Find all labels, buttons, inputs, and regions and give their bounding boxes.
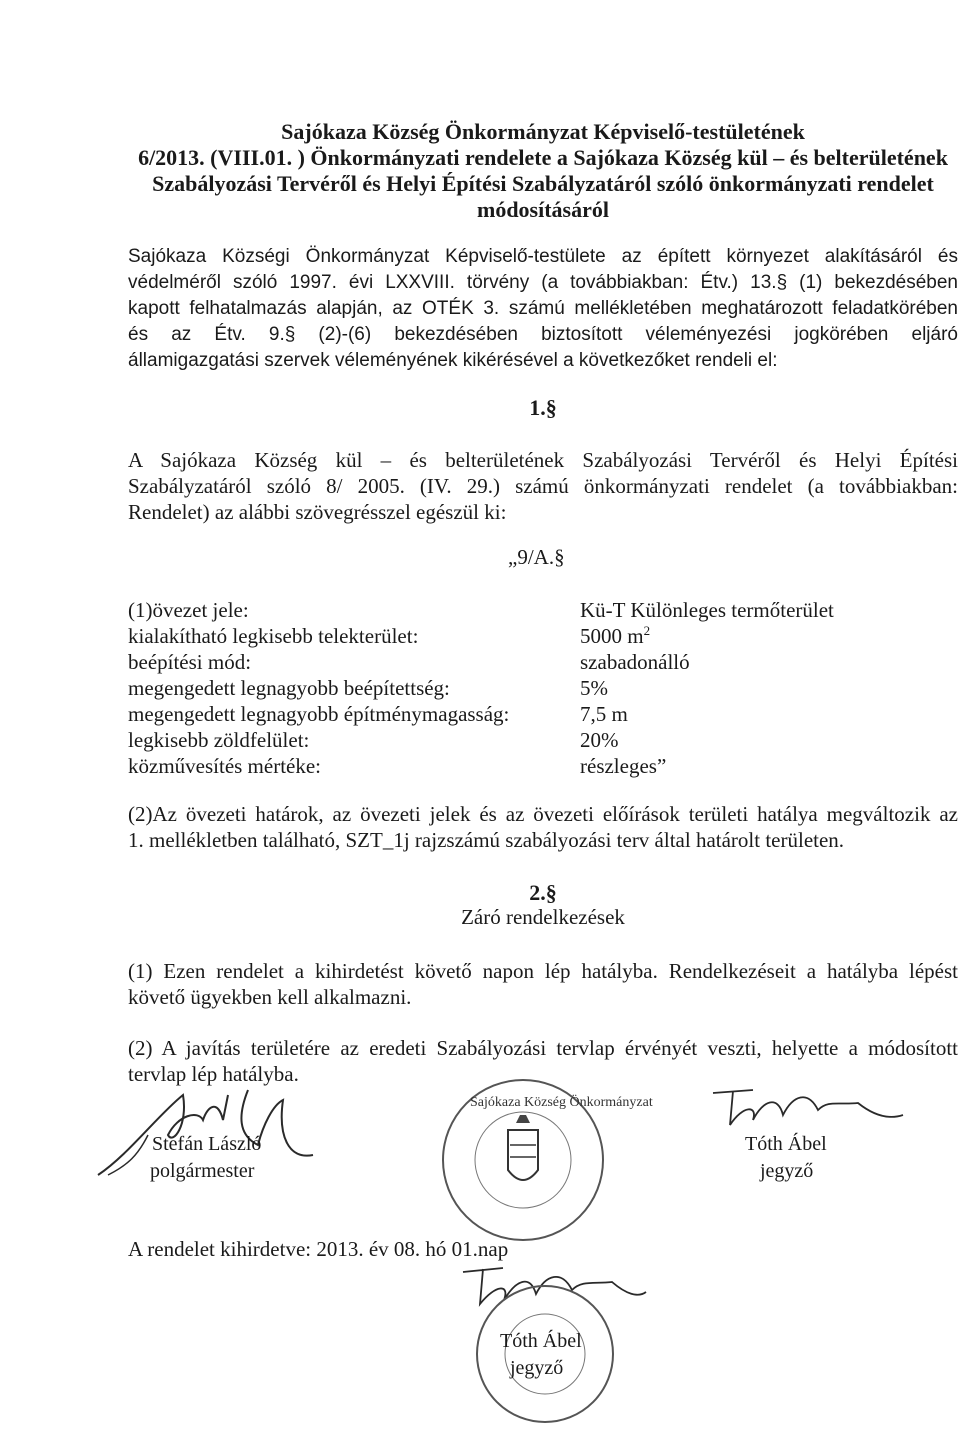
paragraph-line: tervlap lép hatályba. bbox=[128, 1062, 299, 1086]
paragraph-line: (2)Az övezeti határok, az övezeti jelek és az övezeti előírások területi hatálya megváltozik az bbox=[128, 802, 958, 826]
zone-value: Kü-T Különleges termőterület bbox=[580, 598, 834, 622]
zone-key: kialakítható legkisebb telekterület: bbox=[128, 624, 419, 648]
preamble-line: Sajókaza Községi Önkormányzat Képviselő-testülete az épített környezet alakításáról és bbox=[128, 246, 958, 267]
zone-key: legkisebb zöldfelület: bbox=[128, 728, 310, 752]
preamble-line: és az Étv. 9.§ (2)-(6) bekezdésében biztosított véleményezési jogkörében eljáró bbox=[128, 324, 958, 345]
mayor-title: polgármester bbox=[150, 1160, 255, 1182]
preamble-line: kapott felhatalmazás alapján, az OTÉK 3. számú mellékletében meghatározott feladatkörében bbox=[128, 298, 958, 319]
header-line-3: Szabályozási Tervéről és Helyi Építési Szabályzatáról szóló önkormányzati rendelet bbox=[152, 171, 934, 196]
zone-table bbox=[128, 598, 958, 776]
zone-key: közművesítés mértéke: bbox=[128, 754, 322, 778]
stamp-legend: Sajókaza Község Önkormányzat bbox=[470, 1095, 653, 1110]
table-row bbox=[128, 728, 958, 750]
zone-value: 5000 m bbox=[580, 624, 644, 648]
header-line-1: Sajókaza Község Önkormányzat Képviselő-testületének bbox=[281, 119, 805, 144]
section-2-para-1 bbox=[128, 958, 958, 1010]
paragraph-2 bbox=[128, 801, 958, 853]
superscript: 2 bbox=[643, 623, 651, 638]
zone-key: (1)övezet jele: bbox=[128, 598, 249, 622]
table-row bbox=[128, 598, 958, 620]
paragraph-line: követő ügyekben kell alkalmazni. bbox=[128, 985, 412, 1009]
zone-value: szabadonálló bbox=[580, 650, 690, 674]
table-row bbox=[128, 650, 958, 672]
table-row bbox=[128, 624, 958, 646]
section-1-line: A Sajókaza Község kül – és belterületének Szabályozási Tervéről és Helyi Építési bbox=[128, 448, 958, 472]
table-row bbox=[128, 754, 958, 776]
notary-signature-scribble bbox=[708, 1085, 908, 1140]
zone-value: részleges” bbox=[580, 754, 667, 778]
mayor-name: Stefán László bbox=[152, 1133, 262, 1155]
paragraph-line: 1. mellékletben található, SZT_1j rajzszámú szabályozási terv által határolt területen. bbox=[128, 828, 845, 852]
promulgation-text: A rendelet kihirdetve: 2013. év 08. hó 01.nap bbox=[128, 1237, 509, 1261]
zone-value: 20% bbox=[580, 728, 619, 752]
section-1-mark: 1.§ bbox=[529, 395, 557, 420]
paragraph-line: (2) A javítás területére az eredeti Szabályozási tervlap érvényét veszti, helyette a módosított bbox=[128, 1036, 958, 1060]
notary-name: Tóth Ábel bbox=[745, 1133, 827, 1155]
table-row bbox=[128, 676, 958, 698]
paragraph-line: (1) Ezen rendelet a kihirdetést követő napon lép hatályba. Rendelkezéseit a hatályba lépést bbox=[128, 959, 958, 983]
subsection-9a-mark: „9/A.§ bbox=[508, 545, 565, 569]
preamble-line: védelméről szóló 1997. évi LXXVIII. törvény (a továbbiakban: Étv.) 13.§ (1) bekezdésében bbox=[128, 272, 958, 293]
table-row bbox=[128, 702, 958, 724]
zone-key: megengedett legnagyobb építménymagasság: bbox=[128, 702, 510, 726]
preamble-line: államigazgatási szervek véleményének kikérésével a következőket rendeli el: bbox=[128, 350, 778, 371]
zone-value: 5% bbox=[580, 676, 608, 700]
section-2-heading: Záró rendelkezések bbox=[461, 905, 625, 929]
preamble bbox=[128, 244, 958, 374]
promulgation-stamp bbox=[470, 1282, 620, 1427]
promulgation-notary-title: jegyző bbox=[510, 1357, 564, 1379]
header-line-4: módosításáról bbox=[477, 197, 609, 222]
zone-key: beépítési mód: bbox=[128, 650, 252, 674]
section-1-line: Rendelet) az alábbi szövegrésszel egészül ki: bbox=[128, 500, 507, 524]
section-1-line: Szabályzatáról szóló 8/ 2005. (IV. 29.) számú önkormányzati rendelet (a továbbiakban: bbox=[128, 474, 958, 498]
zone-value-with-unit bbox=[580, 624, 650, 649]
header-line-2: 6/2013. (VIII.01. ) Önkormányzati rendelete a Sajókaza Község kül – és belterületének bbox=[138, 145, 948, 170]
zone-value: 7,5 m bbox=[580, 702, 628, 726]
section-1-text bbox=[128, 447, 958, 525]
notary-title: jegyző bbox=[760, 1160, 814, 1182]
section-2-mark: 2.§ bbox=[529, 880, 557, 905]
promulgation-notary-name: Tóth Ábel bbox=[500, 1330, 582, 1352]
zone-key: megengedett legnagyobb beépítettség: bbox=[128, 676, 450, 700]
